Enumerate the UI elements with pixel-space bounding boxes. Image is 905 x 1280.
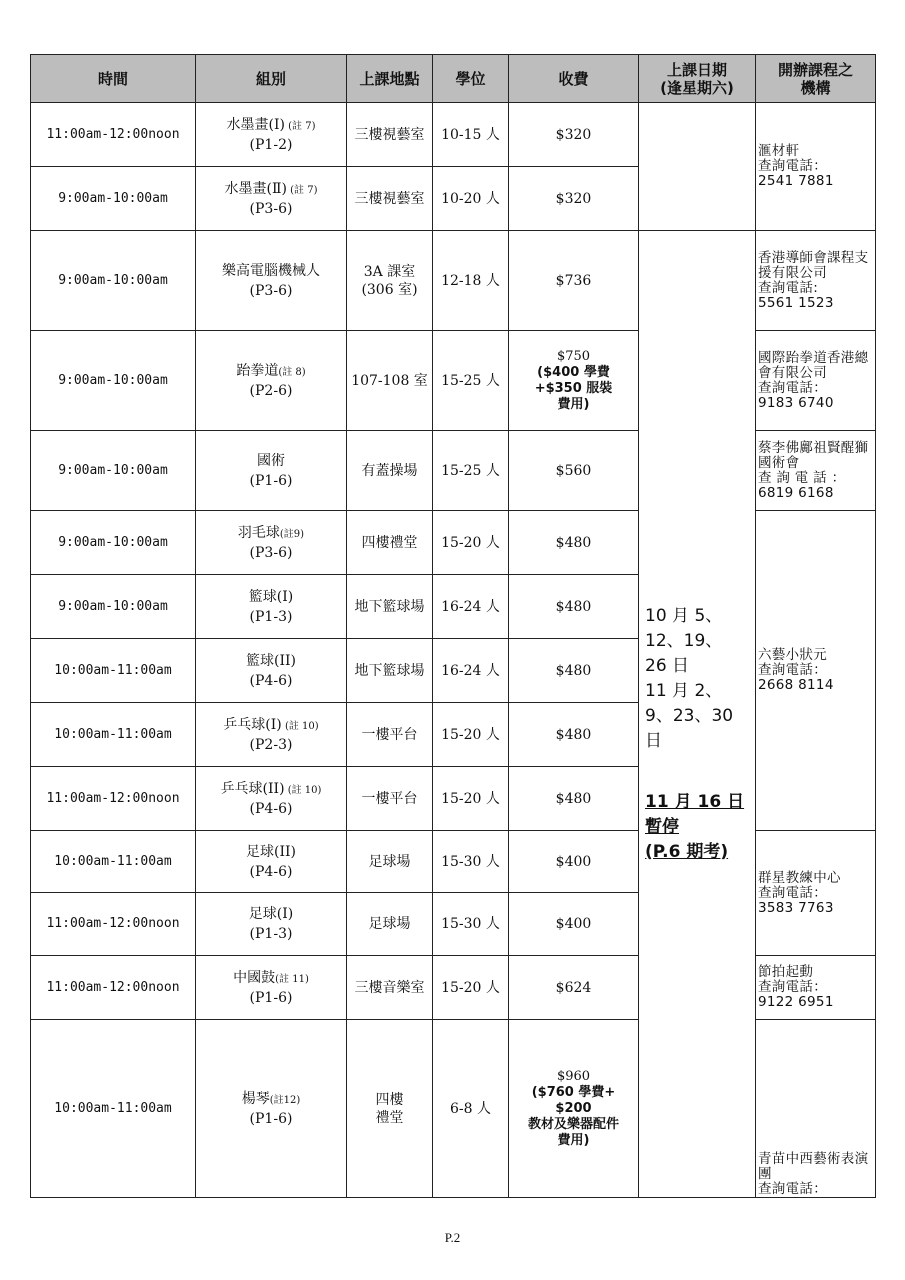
organizer-cell — [756, 511, 876, 831]
venue-cell — [347, 511, 433, 575]
quota-cell: 10-15 人 — [433, 103, 509, 167]
page-number: P.2 — [444, 1230, 461, 1245]
group-name — [199, 969, 343, 989]
venue-line: 地下籃球場 — [354, 598, 425, 615]
venue-cell — [347, 575, 433, 639]
fee-cell: $480 — [509, 575, 639, 639]
header-venue: 上課地點 — [347, 55, 433, 103]
header-dates-line2: (逢星期六) — [660, 78, 734, 97]
venue-line: (306 室) — [361, 281, 418, 298]
organizer-name: 六藝小狀元 — [758, 647, 827, 663]
venue-cell — [347, 103, 433, 167]
fee-cell: $320 — [509, 103, 639, 167]
organizer-phone-label: 查詢電話： — [758, 1181, 827, 1197]
organizer-phone-label: 查詢電話： — [758, 979, 827, 995]
quota-cell: 6-8 人 — [433, 1020, 509, 1198]
fee-detail-line: 費用) — [557, 396, 590, 412]
class-date-line: 日 — [645, 730, 662, 751]
quota-cell: 15-20 人 — [433, 956, 509, 1020]
time-cell: 9:00am-10:00am — [31, 167, 196, 231]
venue-line: 足球場 — [368, 853, 411, 870]
fee-cell — [509, 1020, 639, 1198]
time-cell: 11:00am-12:00noon — [31, 103, 196, 167]
fee-cell: $736 — [509, 231, 639, 331]
dates-cell-blank — [639, 103, 756, 231]
group-level: (P4-6) — [249, 672, 293, 689]
quota-cell: 15-20 人 — [433, 767, 509, 831]
header-quota: 學位 — [433, 55, 509, 103]
group-name-text: 乒乓球(II) — [220, 780, 285, 797]
header-fee: 收費 — [509, 55, 639, 103]
organizer-cell — [756, 1020, 876, 1198]
organizer-cell — [756, 431, 876, 511]
group-cell — [196, 331, 347, 431]
group-name-text: 足球(I) — [248, 906, 294, 922]
group-level: (P1-2) — [249, 136, 293, 153]
class-date-line: 26 日 — [645, 655, 690, 676]
time-cell: 10:00am-11:00am — [31, 703, 196, 767]
venue-cell — [347, 956, 433, 1020]
group-name — [199, 652, 343, 672]
class-date-line: 9、23、30 — [645, 705, 734, 726]
organizer-phone-label: 查詢電話： — [758, 884, 827, 901]
group-name-text: 籃球(II) — [246, 652, 296, 669]
quota-cell: 15-20 人 — [433, 511, 509, 575]
time-cell: 11:00am-12:00noon — [31, 956, 196, 1020]
table-row — [31, 231, 876, 331]
group-cell — [196, 767, 347, 831]
fee-detail-line: ($760 學費+ — [531, 1084, 616, 1100]
group-name-text: 國術 — [257, 452, 285, 469]
group-name — [199, 180, 343, 200]
group-name — [199, 452, 343, 472]
group-name-text: 乒乓球(I) — [223, 716, 282, 733]
header-org-line1: 開辦課程之 — [777, 60, 853, 79]
group-note: (註 11) — [275, 973, 309, 985]
venue-cell — [347, 831, 433, 893]
venue-line: 禮堂 — [375, 1109, 404, 1126]
organizer-cell — [756, 331, 876, 431]
group-name-text: 羽毛球 — [237, 524, 280, 541]
group-cell — [196, 103, 347, 167]
header-dates-line1: 上課日期 — [666, 60, 727, 79]
group-name-text: 樂高電腦機械人 — [222, 262, 320, 279]
fee-cell: $480 — [509, 703, 639, 767]
organizer-phone: 2541 7881 — [758, 173, 834, 189]
venue-line: 一樓平台 — [361, 726, 418, 743]
group-name-text: 水墨畫(I) — [226, 116, 285, 133]
fee-cell: $400 — [509, 893, 639, 956]
fee-detail-line: ($400 學費 — [537, 364, 610, 380]
group-cell — [196, 511, 347, 575]
organizer-cell — [756, 103, 876, 231]
organizer-phone: 9122 6951 — [758, 994, 834, 1010]
class-date-line: 12、19、 — [645, 630, 723, 651]
venue-line: 三樓視藝室 — [354, 126, 425, 143]
suspension-line: 11 月 16 日 — [645, 791, 745, 812]
group-name-text: 足球(II) — [246, 843, 296, 860]
fee-cell — [509, 331, 639, 431]
group-cell — [196, 639, 347, 703]
group-level: (P1-6) — [249, 989, 293, 1006]
header-dates — [639, 55, 756, 103]
organizer-name: 青苗中西藝術表演團 — [758, 1151, 869, 1182]
time-cell: 9:00am-10:00am — [31, 431, 196, 511]
group-level: (P1-3) — [249, 926, 293, 942]
group-name — [199, 588, 343, 608]
group-name-text: 楊琴 — [241, 1090, 270, 1107]
organizer-cell — [756, 231, 876, 331]
group-level: (P1-6) — [249, 472, 293, 489]
group-cell — [196, 167, 347, 231]
group-name — [199, 843, 343, 863]
quota-cell: 16-24 人 — [433, 575, 509, 639]
suspension-notice — [645, 790, 749, 865]
venue-cell — [347, 703, 433, 767]
time-cell: 9:00am-10:00am — [31, 331, 196, 431]
header-org — [756, 55, 876, 103]
suspension-line: 暫停 — [645, 816, 679, 837]
group-level: (P4-6) — [249, 800, 293, 817]
time-cell: 9:00am-10:00am — [31, 511, 196, 575]
group-name — [199, 116, 343, 136]
organizer-cell — [756, 956, 876, 1020]
quota-cell: 15-20 人 — [433, 703, 509, 767]
fee-cell: $624 — [509, 956, 639, 1020]
fee-cell: $480 — [509, 639, 639, 703]
time-cell: 11:00am-12:00noon — [31, 893, 196, 956]
venue-line: 3A 課室 — [363, 263, 416, 280]
fee-cell: $480 — [509, 767, 639, 831]
group-name — [199, 1090, 343, 1110]
group-level: (P3-6) — [249, 544, 293, 561]
venue-line: 四樓禮堂 — [361, 534, 418, 551]
class-date-line: 10 月 5、 — [645, 605, 723, 626]
organizer-phone: 5561 1523 — [758, 294, 834, 311]
venue-cell — [347, 1020, 433, 1198]
quota-cell: 15-25 人 — [433, 331, 509, 431]
header-row — [31, 55, 876, 103]
organizer-phone-label: 查詢電話: — [758, 279, 819, 296]
venue-cell — [347, 167, 433, 231]
time-cell: 10:00am-11:00am — [31, 639, 196, 703]
suspension-line: (P.6 期考) — [645, 841, 729, 862]
fee-amount: $960 — [556, 1068, 591, 1084]
venue-line: 三樓音樂室 — [354, 979, 425, 996]
group-note: (註 10) — [281, 720, 319, 732]
organizer-phone-label: 查詢電話： — [758, 158, 827, 174]
header-org-line2: 機構 — [800, 78, 831, 97]
group-cell — [196, 1020, 347, 1198]
organizer-cell — [756, 831, 876, 956]
time-cell: 9:00am-10:00am — [31, 575, 196, 639]
fee-detail-line: 教材及樂器配件 — [527, 1116, 619, 1132]
fee-cell: $560 — [509, 431, 639, 511]
organizer-phone-label: 查詢電話： — [758, 379, 827, 396]
organizer-phone-label: 查詢電話： — [758, 662, 827, 678]
organizer-name: 滙材軒 — [758, 143, 800, 159]
group-level: (P3-6) — [249, 200, 293, 217]
group-cell — [196, 703, 347, 767]
table-row — [31, 103, 876, 167]
organizer-name: 香港導師會課程支援有限公司 — [758, 249, 869, 281]
fee-detail-line: 費用) — [557, 1132, 590, 1148]
quota-cell: 15-30 人 — [433, 831, 509, 893]
fee-cell: $480 — [509, 511, 639, 575]
fee-detail-line: +$350 服裝 — [534, 380, 613, 396]
fee-amount: $750 — [556, 348, 591, 364]
group-level: (P2-3) — [249, 736, 293, 753]
group-level: (P4-6) — [249, 863, 293, 880]
group-name — [199, 524, 343, 544]
group-note: (註12) — [269, 1094, 301, 1106]
organizer-name: 節拍起動 — [758, 964, 814, 980]
group-name — [199, 905, 343, 925]
organizer-phone: 3583 7763 — [758, 899, 834, 916]
group-name-text: 水墨畫(Ⅱ) — [224, 180, 287, 197]
organizer-name: 蔡李佛鄺祖賢醒獅國術會 — [758, 439, 869, 471]
organizer-phone: 9183 6740 — [758, 394, 834, 411]
group-note: (註 8) — [278, 366, 306, 378]
group-name-text: 跆拳道 — [236, 362, 279, 379]
time-cell: 9:00am-10:00am — [31, 231, 196, 331]
class-dates-cell — [639, 231, 756, 1198]
group-note: (註 7) — [286, 184, 318, 196]
venue-cell — [347, 231, 433, 331]
venue-line: 足球場 — [368, 916, 411, 932]
group-cell — [196, 575, 347, 639]
group-cell — [196, 893, 347, 956]
group-note: (註 10) — [284, 784, 322, 796]
time-cell: 11:00am-12:00noon — [31, 767, 196, 831]
group-name — [199, 362, 343, 382]
group-name-text: 中國鼓 — [233, 969, 276, 986]
venue-cell — [347, 331, 433, 431]
group-cell — [196, 231, 347, 331]
group-level: (P1-3) — [249, 608, 293, 625]
course-schedule-table — [30, 54, 876, 1198]
venue-line: 一樓平台 — [361, 790, 418, 807]
time-cell: 10:00am-11:00am — [31, 1020, 196, 1198]
organizer-name: 國際跆拳道香港總會有限公司 — [758, 349, 869, 381]
fee-cell: $400 — [509, 831, 639, 893]
venue-line: 有蓋操場 — [361, 462, 418, 479]
venue-line: 三樓視藝室 — [354, 190, 425, 207]
organizer-phone-label: 查 詢 電 話 ： — [758, 469, 846, 486]
organizer-phone: 6819 6168 — [758, 484, 834, 501]
group-name — [199, 780, 343, 800]
group-note: (註 7) — [284, 120, 316, 132]
venue-line: 107-108 室 — [351, 372, 428, 389]
venue-line: 地下籃球場 — [354, 662, 425, 679]
group-name-text: 籃球(I) — [248, 588, 294, 605]
venue-line: 四樓 — [375, 1091, 404, 1108]
fee-cell: $320 — [509, 167, 639, 231]
organizer-name: 群星教練中心 — [758, 869, 841, 886]
quota-cell: 15-25 人 — [433, 431, 509, 511]
group-level: (P3-6) — [249, 282, 293, 299]
venue-cell — [347, 893, 433, 956]
group-cell — [196, 831, 347, 893]
group-level: (P2-6) — [249, 382, 293, 399]
group-cell — [196, 431, 347, 511]
venue-cell — [347, 767, 433, 831]
group-level: (P1-6) — [249, 1110, 293, 1127]
group-cell — [196, 956, 347, 1020]
class-date-line: 11 月 2、 — [645, 680, 723, 701]
time-cell: 10:00am-11:00am — [31, 831, 196, 893]
venue-cell — [347, 639, 433, 703]
group-note: (註9) — [279, 528, 305, 540]
quota-cell: 15-30 人 — [433, 893, 509, 956]
organizer-phone: 2668 8114 — [758, 677, 834, 693]
venue-cell — [347, 431, 433, 511]
group-name — [199, 262, 343, 282]
fee-detail-line: $200 — [555, 1100, 592, 1116]
quota-cell: 12-18 人 — [433, 231, 509, 331]
header-time: 時間 — [31, 55, 196, 103]
group-name — [199, 716, 343, 736]
quota-cell: 16-24 人 — [433, 639, 509, 703]
header-group: 組別 — [196, 55, 347, 103]
quota-cell: 10-20 人 — [433, 167, 509, 231]
